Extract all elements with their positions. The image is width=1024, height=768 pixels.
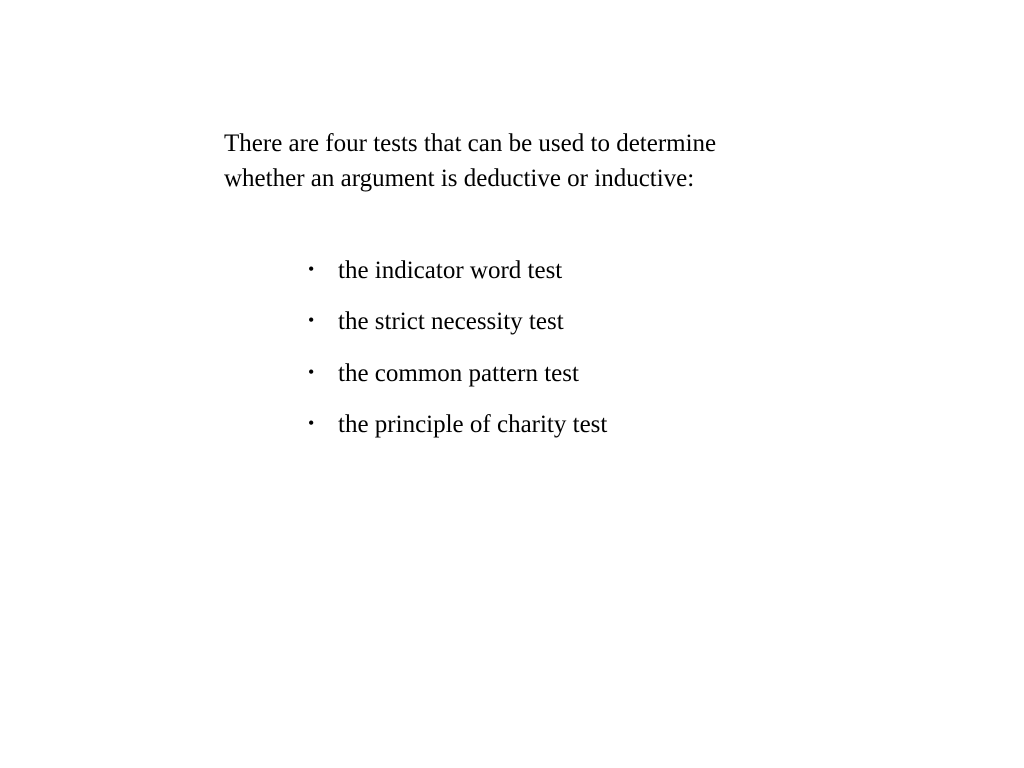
intro-line-2: whether an argument is deductive or inductive: xyxy=(224,165,695,192)
list-item xyxy=(308,358,607,409)
intro-line-1: There are four tests that can be used to determine xyxy=(224,130,717,157)
test-label: the principle of charity test xyxy=(338,410,608,438)
test-label: the common pattern test xyxy=(338,359,579,387)
tests-list xyxy=(308,255,607,460)
intro-paragraph xyxy=(224,126,824,196)
list-item xyxy=(308,306,607,357)
bullet-icon: • xyxy=(308,259,315,279)
list-item xyxy=(308,255,607,306)
test-label: the strict necessity test xyxy=(338,308,564,336)
test-label: the indicator word test xyxy=(338,257,563,284)
list-item xyxy=(308,409,607,460)
bullet-icon: • xyxy=(308,310,315,331)
bullet-icon: • xyxy=(308,412,315,433)
bullet-icon: • xyxy=(308,361,315,382)
